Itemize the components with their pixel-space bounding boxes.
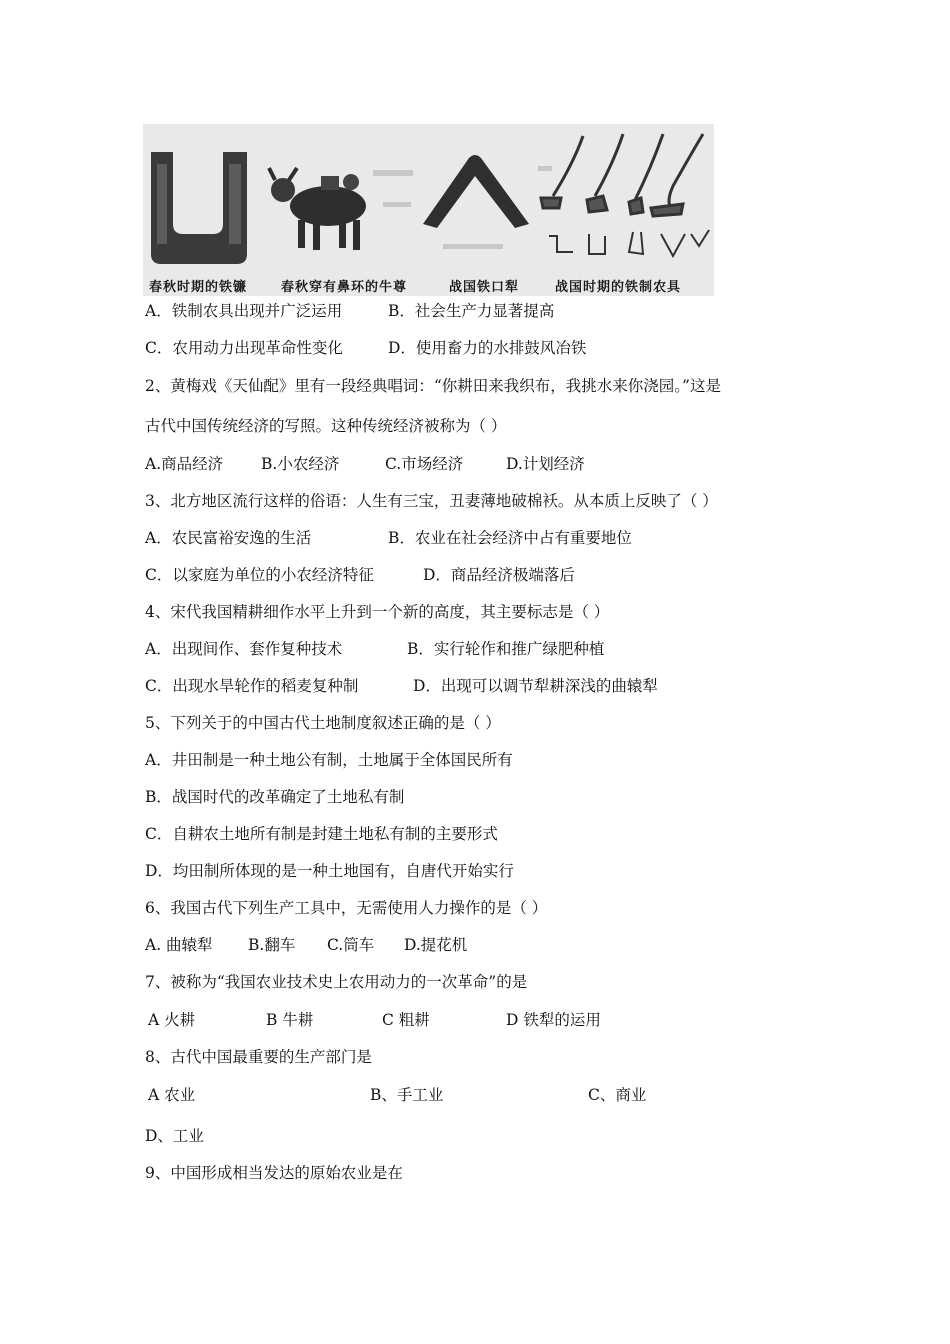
artifact-figure	[143, 124, 714, 296]
caption-ox-zun: 春秋穿有鼻环的牛尊	[281, 280, 408, 295]
ox-zun-image	[269, 168, 366, 250]
q8-option-a: A 农业	[148, 1086, 196, 1104]
q5-stem: 5、下列关于的中国古代土地制度叙述正确的是（ ）	[145, 714, 501, 732]
q1-option-c: C．农用动力出现革命性变化	[145, 339, 343, 357]
q4-option-c: C．出现水旱轮作的稻麦复种制	[145, 677, 359, 695]
artifact-drawings	[143, 124, 714, 296]
q8-stem: 8、古代中国最重要的生产部门是	[145, 1048, 372, 1066]
q1-option-d: D．使用畜力的水排鼓风冶铁	[388, 339, 587, 357]
q2-option-a: A.商品经济	[145, 455, 224, 473]
q3-stem: 3、北方地区流行这样的俗语：人生有三宝，丑妻薄地破棉袄。从本质上反映了（ ）	[145, 492, 718, 510]
q4-stem: 4、宋代我国精耕细作水平上升到一个新的高度，其主要标志是（ ）	[145, 603, 610, 621]
q9-stem: 9、中国形成相当发达的原始农业是在	[145, 1164, 403, 1182]
q4-option-d: D．出现可以调节犁耕深浅的曲辕犁	[413, 677, 658, 695]
q4-option-a: A．出现间作、套作复种技术	[145, 640, 343, 658]
q7-option-a: A 火耕	[148, 1011, 196, 1029]
q6-option-a: A. 曲辕犁	[145, 936, 213, 954]
q6-option-d: D.提花机	[404, 936, 468, 954]
caption-iron-sickle: 春秋时期的铁镰	[149, 280, 248, 295]
q6-stem: 6、我国古代下列生产工具中，无需使用人力操作的是（ ）	[145, 899, 548, 917]
caption-farm-tools: 战国时期的铁制农具	[555, 280, 682, 295]
q5-option-c: C．自耕农土地所有制是封建土地私有制的主要形式	[145, 825, 498, 843]
q7-option-c: C 粗耕	[382, 1011, 430, 1029]
q4-option-b: B．实行轮作和推广绿肥种植	[407, 640, 605, 658]
q5-option-a: A．井田制是一种土地公有制，土地属于全体国民所有	[145, 751, 513, 769]
q3-option-b: B．农业在社会经济中占有重要地位	[388, 529, 632, 547]
q2-option-d: D.计划经济	[506, 455, 585, 473]
q7-option-d: D 铁犁的运用	[506, 1011, 601, 1029]
q2-option-c: C.市场经济	[385, 455, 464, 473]
q3-option-d: D．商品经济极端落后	[423, 566, 575, 584]
q7-option-b: B 牛耕	[266, 1011, 314, 1029]
q8-option-c: C、商业	[588, 1086, 647, 1104]
q3-option-a: A．农民富裕安逸的生活	[145, 529, 312, 547]
q2-stem-line2: 古代中国传统经济的写照。这种传统经济被称为（ ）	[145, 417, 507, 435]
iron-sickle-image	[151, 152, 247, 264]
q8-option-d: D、工业	[145, 1127, 204, 1145]
q1-option-b: B．社会生产力显著提高	[388, 302, 555, 320]
q6-option-c: C.筒车	[327, 936, 375, 954]
q2-option-b: B.小农经济	[261, 455, 340, 473]
q5-option-b: B．战国时代的改革确定了土地私有制	[145, 788, 405, 806]
iron-farm-tools-image	[541, 134, 709, 256]
iron-plow-tip-image	[423, 155, 529, 228]
caption-iron-plow: 战国铁口犁	[449, 280, 520, 295]
q1-option-a: A．铁制农具出现并广泛运用	[145, 302, 343, 320]
q3-option-c: C．以家庭为单位的小农经济特征	[145, 566, 374, 584]
q6-option-b: B.翻车	[248, 936, 296, 954]
q5-option-d: D．均田制所体现的是一种土地国有，自唐代开始实行	[145, 862, 514, 880]
q2-stem-line1: 2、黄梅戏《天仙配》里有一段经典唱词：“你耕田来我织布，我挑水来你浇园。”这是	[145, 377, 721, 395]
q8-option-b: B、手工业	[370, 1086, 444, 1104]
q7-stem: 7、被称为“我国农业技术史上农用动力的一次革命”的是	[145, 973, 528, 991]
